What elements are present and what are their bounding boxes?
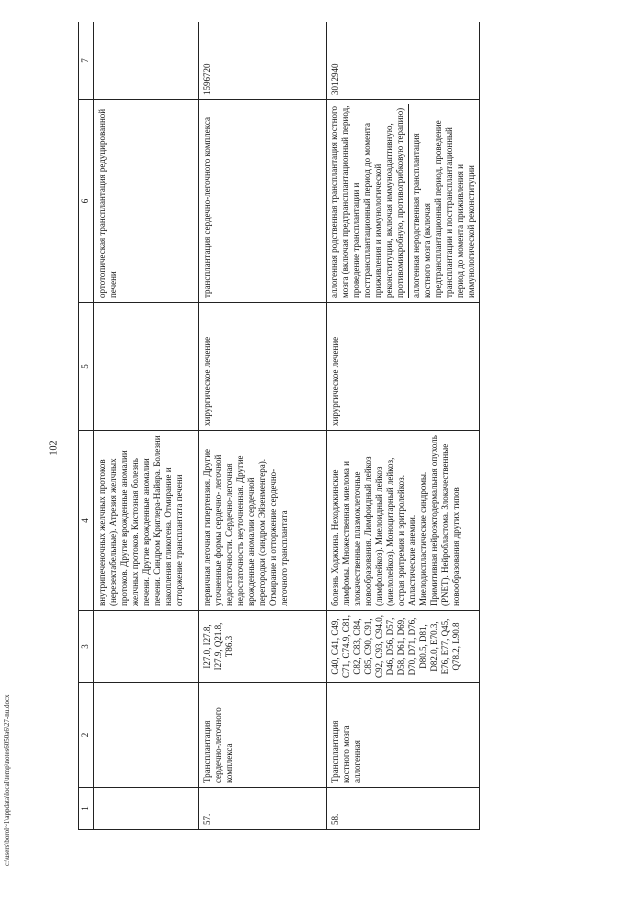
table-container [78, 22, 598, 830]
header-cell-6: 6 [79, 100, 94, 303]
cell-num: 58. [327, 788, 480, 830]
cell-method: трансплантация сердечно-легочного комплекса [199, 100, 327, 303]
cell-diagnosis: болезнь Ходжкина. Неходжкинские лимфомы. Множественная миелома и злокачественные плазмоклеточные новообразования. Лимфоидный лейкоз (лимфолейкоз). Миелоидный лейкоз (миелолейкоз). Моноцитарный лейкоз, острая эритремия и эритролейкоз. Апластические анемии. Миелодиспластические синдромы. Примитивная нейроэктодермальная опухоль (PNET). Нейробластома. Злокачественные новообразования других типов [327, 431, 480, 611]
cell-name: Трансплантация сердечно-легочного комплекса [199, 683, 327, 788]
method-allogeneic-related: аллогенная родственная трансплантация костного мозга (включая предтрансплантационный период, проведение трансплантации и посттрансплантационный период до момента приживления и иммунологической реконституции, включая иммуноадаптивную, противомикробную, противогрибковую терапию) [329, 105, 405, 298]
cell-treatment [94, 303, 199, 431]
cell-num [94, 788, 199, 830]
cell-treatment: хирургическое лечение [199, 303, 327, 431]
cell-cost: 3012940 [327, 22, 480, 100]
rotated-table [78, 22, 598, 830]
method-allogeneic-unrelated: аллогенная неродственная трансплантация костного мозга (включая предтрансплантационный период, проведение трансплантации и посттрансплантационный период до момента приживления и иммунологической реконституции [408, 104, 479, 298]
footer-file-path: c:\users\borol~1\appdata\local\temp\notes6050a6\27-nu.docx [3, 694, 11, 866]
procedures-table [78, 22, 480, 830]
header-cell-1: 1 [79, 788, 94, 830]
header-cell-3: 3 [79, 611, 94, 683]
cell-diagnosis: первичная легочная гипертензия. Другие уточненные формы сердечно- легочной недостаточности. Сердечно-легочная недостаточность неуточненная. Другие врожденные аномалии сердечной перегородки (синдром Эйзенменгера). Отмирание и отторжение сердечно-легочного трансплантата [199, 431, 327, 611]
header-cell-4: 4 [79, 431, 94, 611]
cell-cost [94, 22, 199, 100]
header-cell-7: 7 [79, 22, 94, 100]
header-cell-5: 5 [79, 303, 94, 431]
cell-codes [94, 611, 199, 683]
table-row-57 [199, 22, 327, 830]
header-row [79, 22, 94, 830]
header-cell-2: 2 [79, 683, 94, 788]
cell-treatment: хирургическое лечение [327, 303, 480, 431]
page-number: 102 [48, 440, 60, 456]
cell-name: Трансплантация костного мозга аллогенная [327, 683, 480, 788]
cell-cost: 1596720 [199, 22, 327, 100]
cell-method [327, 100, 480, 303]
cell-num: 57. [199, 788, 327, 830]
table-row-58 [327, 22, 480, 830]
cell-method: ортотопическая трансплантация редуцированной печени [94, 100, 199, 303]
cell-diagnosis: внутрипеченочных желчных протоков (нерезектабельные). Атрезия желчных протоков. Другие врожденные аномалии желчных протоков. Кистозная болезнь печени. Другие врожденные аномалии печени. Синдром Криглера-Найяра. Болезни накопления гликогена. Отмирание и отторжение трансплантата печени [94, 431, 199, 611]
cell-codes: C40, C41, C49, C71, C74.9, C81, C82, C83, C84, C85, C90, C91, C92, C93, C94.0, D46, D56, D57, D58, D61, D69, D70, D71, D76, D80.5, D81, D82.0, E70.3, E76, E77, Q45, Q78.2, L90.8 [327, 611, 480, 683]
cell-codes: I27.0, I27.8, I27.9, Q21.8, T86.3 [199, 611, 327, 683]
table-row-continuation [94, 22, 199, 830]
cell-name [94, 683, 199, 788]
